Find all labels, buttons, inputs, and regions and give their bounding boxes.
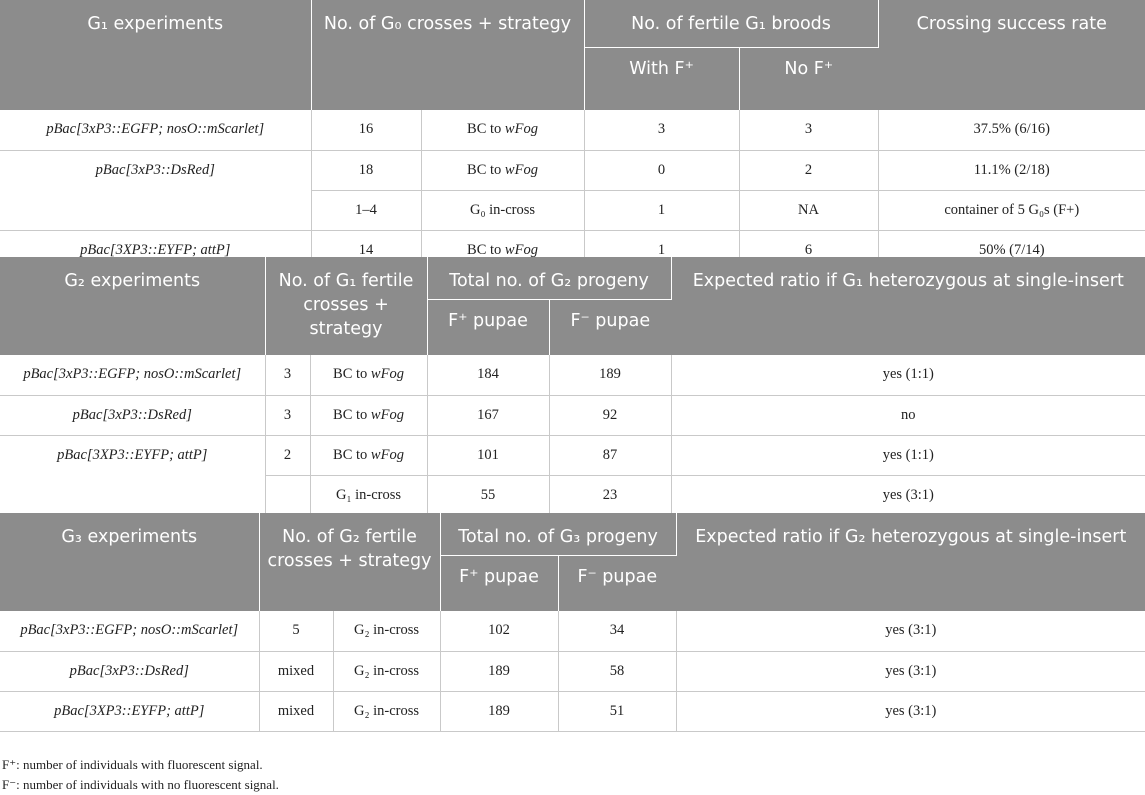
table-row [0,651,1145,691]
g1-header-nof: No F⁺ [739,47,878,110]
fminus-count: 51 [558,691,676,731]
fplus-count: 55 [427,475,549,515]
g2-header-fplus: F⁺ pupae [427,299,549,355]
cross-count: 3 [265,355,310,395]
table-row [0,150,1145,190]
fminus-count: 23 [549,475,671,515]
fplus-count: 102 [440,611,558,651]
strategy: G₀ in-cross [421,190,584,230]
line-name: pBac[3XP3::EYFP; attP] [0,230,311,270]
strategy: BC to wFog [421,110,584,150]
strategy: BC to wFog [421,230,584,270]
no-f-count: 3 [739,110,878,150]
success-rate: 50% (7/14) [878,230,1145,270]
fminus-count: 189 [549,355,671,395]
success-rate: container of 5 G₀s (F+) [878,190,1145,230]
g2-table [0,257,1145,516]
no-f-count: NA [739,190,878,230]
expected-ratio: yes (1:1) [671,435,1145,475]
g1-header-experiments: G₁ experiments [0,0,311,110]
expected-ratio: yes (3:1) [676,611,1145,651]
fplus-count: 101 [427,435,549,475]
expected-ratio: yes (3:1) [671,475,1145,515]
cross-count: 3 [265,395,310,435]
g2-header-crosses: No. of G₁ fertile crosses + strategy [265,257,427,355]
cross-count: 16 [311,110,421,150]
with-f-count: 1 [584,190,739,230]
g3-header-expected: Expected ratio if G₂ heterozygous at single-insert [676,513,1145,611]
g1-header-success: Crossing success rate [878,0,1145,110]
line-name: pBac[3XP3::EYFP; attP] [0,435,265,475]
fplus-count: 189 [440,651,558,691]
strategy: G₂ in-cross [333,691,440,731]
strategy: G₂ in-cross [333,611,440,651]
fminus-count: 34 [558,611,676,651]
line-name: pBac[3xP3::EGFP; nosO::mScarlet] [0,355,265,395]
g1-header-broods: No. of fertile G₁ broods [584,0,878,47]
line-name: pBac[3xP3::EGFP; nosO::mScarlet] [0,611,259,651]
footnote-fminus: F⁻: number of individuals with no fluorescent signal. [2,777,279,792]
expected-ratio: yes (1:1) [671,355,1145,395]
line-name: pBac[3xP3::DsRed] [0,150,311,190]
expected-ratio: yes (3:1) [676,691,1145,731]
g1-header-crosses: No. of G₀ crosses + strategy [311,0,584,110]
table-row [0,190,1145,230]
line-name: pBac[3xP3::DsRed] [0,651,259,691]
success-rate: 11.1% (2/18) [878,150,1145,190]
cross-count: 1–4 [311,190,421,230]
expected-ratio: no [671,395,1145,435]
expected-ratio: yes (3:1) [676,651,1145,691]
strategy: G₂ in-cross [333,651,440,691]
cross-count [265,475,310,515]
table-row [0,355,1145,395]
line-name [0,475,265,515]
fplus-count: 167 [427,395,549,435]
fminus-count: 92 [549,395,671,435]
cross-count: mixed [259,651,333,691]
strategy: BC to wFog [310,355,427,395]
g3-header-fminus: F⁻ pupae [558,555,676,611]
g2-header-experiments: G₂ experiments [0,257,265,355]
with-f-count: 0 [584,150,739,190]
g2-header-expected: Expected ratio if G₁ heterozygous at single-insert [671,257,1145,355]
table-row [0,475,1145,515]
strategy: G₁ in-cross [310,475,427,515]
strategy: BC to wFog [310,395,427,435]
line-name: pBac[3xP3::EGFP; nosO::mScarlet] [0,110,311,150]
strategy: BC to wFog [310,435,427,475]
line-name [0,190,311,230]
strategy: BC to wFog [421,150,584,190]
fminus-count: 58 [558,651,676,691]
g1-header-with: With F⁺ [584,47,739,110]
fminus-count: 87 [549,435,671,475]
fplus-count: 189 [440,691,558,731]
fplus-count: 184 [427,355,549,395]
table-row [0,691,1145,731]
g3-table [0,513,1145,732]
success-rate: 37.5% (6/16) [878,110,1145,150]
g3-header-fplus: F⁺ pupae [440,555,558,611]
table-row [0,110,1145,150]
cross-count: mixed [259,691,333,731]
g2-header-fminus: F⁻ pupae [549,299,671,355]
g1-table [0,0,1145,271]
footnote-fplus: F⁺: number of individuals with fluorescent signal. [2,757,263,772]
with-f-count: 1 [584,230,739,270]
table-row [0,611,1145,651]
no-f-count: 2 [739,150,878,190]
cross-count: 14 [311,230,421,270]
g3-header-crosses: No. of G₂ fertile crosses + strategy [259,513,440,611]
cross-count: 2 [265,435,310,475]
line-name: pBac[3XP3::EYFP; attP] [0,691,259,731]
g3-header-progeny: Total no. of G₃ progeny [440,513,676,555]
line-name: pBac[3xP3::DsRed] [0,395,265,435]
cross-count: 5 [259,611,333,651]
no-f-count: 6 [739,230,878,270]
table-row [0,395,1145,435]
with-f-count: 3 [584,110,739,150]
g2-header-progeny: Total no. of G₂ progeny [427,257,671,299]
table-row [0,435,1145,475]
cross-count: 18 [311,150,421,190]
g3-header-experiments: G₃ experiments [0,513,259,611]
